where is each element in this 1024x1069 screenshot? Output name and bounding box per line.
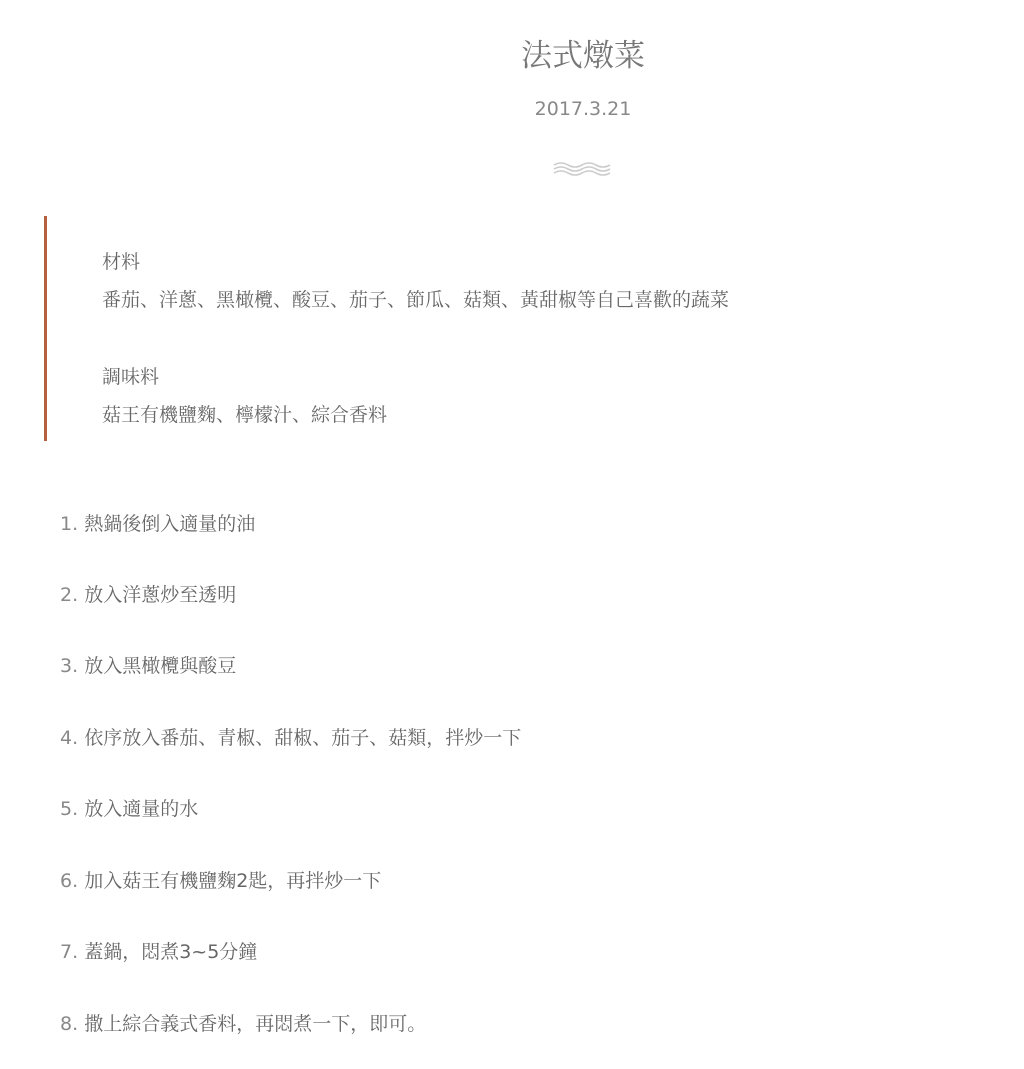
list-item <box>60 581 236 609</box>
step-number: 2. <box>60 584 79 606</box>
list-item <box>60 938 257 966</box>
step-number: 3. <box>60 655 79 677</box>
list-item <box>60 510 255 538</box>
seasonings-text: 菇王有機鹽麴、檸檬汁、綜合香料 <box>102 404 388 426</box>
list-item <box>60 1010 426 1038</box>
step-text: 放入適量的水 <box>84 798 199 820</box>
list-item <box>60 652 236 680</box>
list-item <box>60 724 521 752</box>
step-text: 加入菇王有機鹽麴2匙，再拌炒一下 <box>84 870 382 892</box>
step-number: 4. <box>60 727 79 749</box>
step-number: 6. <box>60 870 79 892</box>
seasonings-heading: 調味料 <box>102 366 160 388</box>
step-number: 1. <box>60 513 79 535</box>
step-text: 撒上綜合義式香料，再悶煮一下，即可。 <box>84 1013 427 1035</box>
step-number: 8. <box>60 1013 79 1035</box>
step-number: 7. <box>60 941 79 963</box>
list-item <box>60 867 381 895</box>
list-item <box>60 795 198 823</box>
ingredients-blockquote <box>44 216 944 441</box>
post-date: 2017.3.21 <box>534 98 632 120</box>
step-number: 5. <box>60 798 79 820</box>
step-text: 依序放入番茄、青椒、甜椒、茄子、菇類，拌炒一下 <box>84 727 522 749</box>
step-text: 放入黑橄欖與酸豆 <box>84 655 237 677</box>
step-text: 熱鍋後倒入適量的油 <box>84 513 256 535</box>
step-text: 放入洋蔥炒至透明 <box>84 584 237 606</box>
wave-divider-icon <box>553 160 615 178</box>
step-text: 蓋鍋，悶煮3~5分鐘 <box>84 941 258 963</box>
ingredients-heading: 材料 <box>102 251 141 273</box>
page-title: 法式燉菜 <box>521 38 645 74</box>
ingredients-text: 番茄、洋蔥、黑橄欖、酸豆、茄子、節瓜、菇類、黃甜椒等自己喜歡的蔬菜 <box>102 289 730 311</box>
